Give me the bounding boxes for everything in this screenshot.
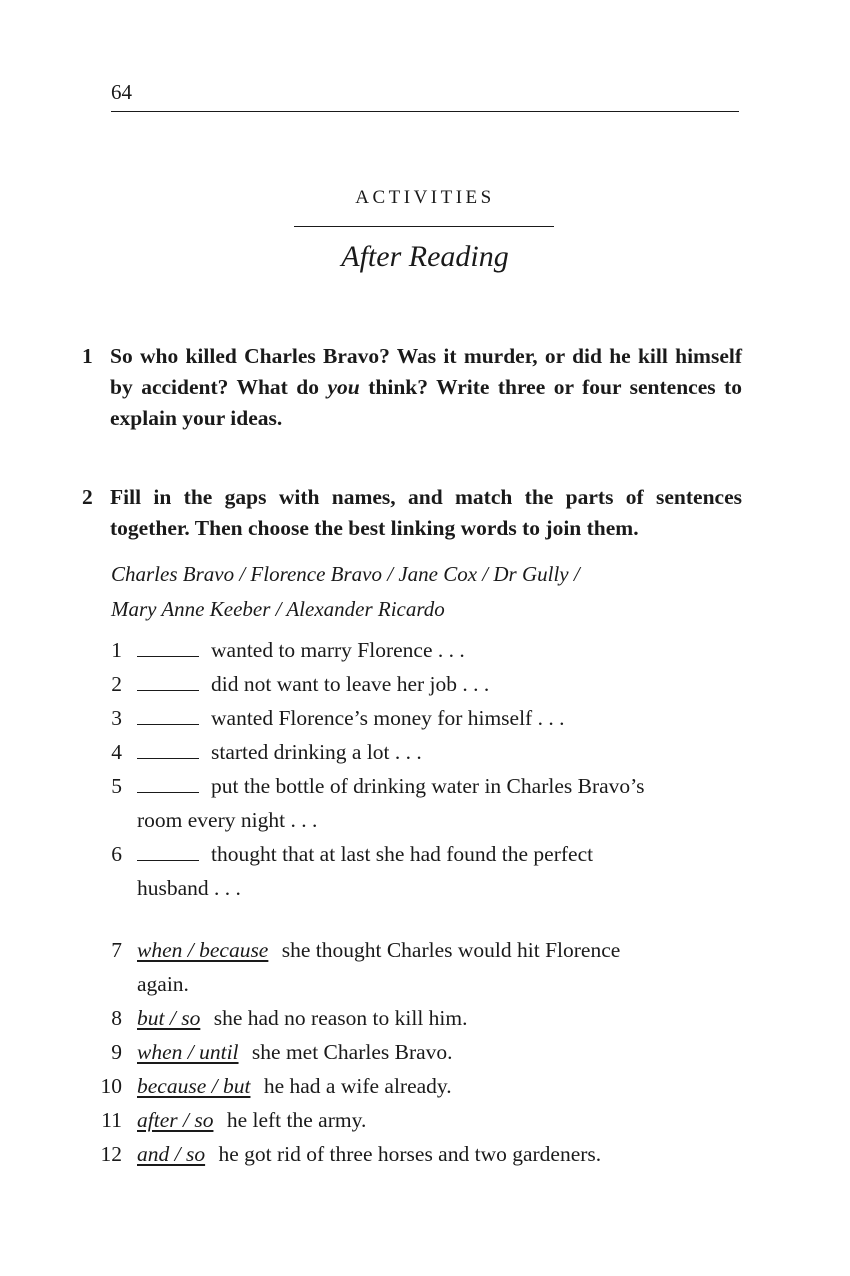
list-item: 3 wanted Florence’s money for himself . . . [111, 706, 565, 730]
list-item: 11 after / so he left the army. [101, 1108, 367, 1132]
top-rule [111, 111, 739, 112]
exercise-instructions: Fill in the gaps with names, and match the parts of sentences together. Then choose the best linking words to join them. [110, 485, 742, 540]
list-item: 1 wanted to marry Florence . . . [111, 638, 465, 662]
linking-words-choice[interactable]: when / until [137, 1040, 239, 1064]
linking-words-choice[interactable]: after / so [137, 1108, 214, 1132]
answer-blank[interactable] [137, 636, 199, 657]
answer-blank[interactable] [137, 772, 199, 793]
exercise-1 [82, 341, 742, 434]
emphasis-word: you [327, 375, 360, 399]
answer-blank[interactable] [137, 704, 199, 725]
exercise-number: 1 [82, 344, 93, 368]
names-line: Charles Bravo / Florence Bravo / Jane Cox / Dr Gully / [111, 562, 580, 586]
names-list [111, 557, 751, 627]
section-subtitle: After Reading [341, 240, 509, 273]
names-line: Mary Anne Keeber / Alexander Ricardo [111, 597, 445, 621]
list-item: 4 started drinking a lot . . . [111, 740, 422, 764]
exercise-2 [82, 482, 742, 544]
list-item: 6 thought that at last she had found the perfect husband . . . [111, 842, 594, 900]
sentence-beginnings [100, 633, 740, 905]
answer-blank[interactable] [137, 738, 199, 759]
list-item: 2 did not want to leave her job . . . [111, 672, 490, 696]
page-number: 64 [111, 80, 132, 104]
list-item: 7 when / because she thought Charles would hit Florence again. [111, 938, 621, 996]
linking-words-choice[interactable]: and / so [137, 1142, 206, 1166]
list-item: 10 because / but he had a wife already. [100, 1074, 452, 1098]
exercise-number: 2 [82, 485, 93, 509]
answer-blank[interactable] [137, 670, 199, 691]
list-item: 12 and / so he got rid of three horses and two gardeners. [100, 1142, 602, 1166]
answer-blank[interactable] [137, 840, 199, 861]
list-item: 9 when / until she met Charles Bravo. [111, 1040, 453, 1064]
list-item: 5 put the bottle of drinking water in Charles Bravo’s room every night . . . [111, 774, 645, 832]
title-rule [294, 226, 554, 227]
exercise-instructions: So who killed Charles Bravo? Was it murder, or did he kill himself by accident? What do you think? Write three or four sentences to explain your ideas. [110, 344, 742, 430]
linking-words-choice[interactable]: when / because [137, 938, 269, 962]
sentence-endings [100, 933, 740, 1171]
section-title: ACTIVITIES [355, 187, 495, 208]
list-item: 8 but / so she had no reason to kill him. [111, 1006, 468, 1030]
linking-words-choice[interactable]: because / but [137, 1074, 251, 1098]
linking-words-choice[interactable]: but / so [137, 1006, 201, 1030]
